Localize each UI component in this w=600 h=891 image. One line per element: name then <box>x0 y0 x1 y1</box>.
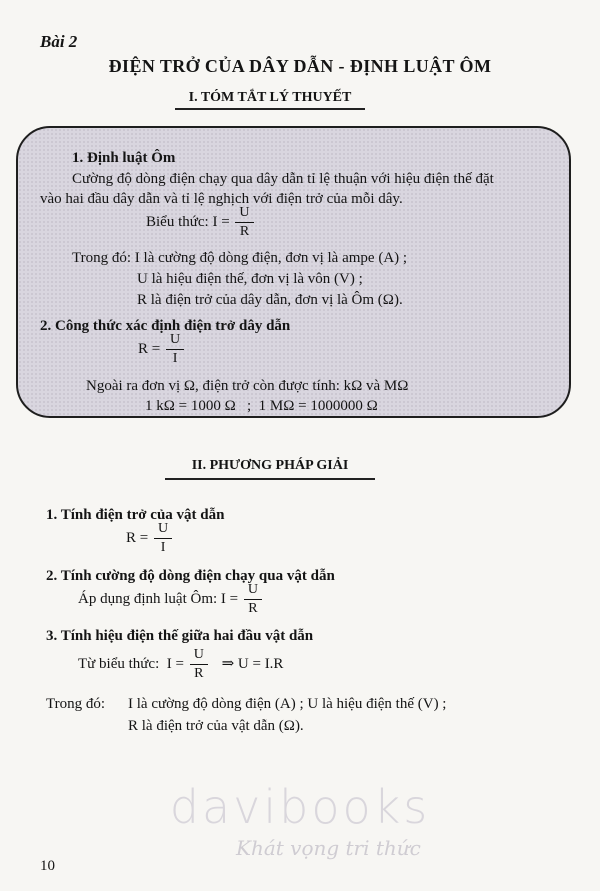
fraction-numerator: U <box>235 206 253 223</box>
resistance-units-text: Ngoài ra đơn vị Ω, điện trở còn được tính: kΩ và MΩ <box>86 378 409 394</box>
method-1-formula <box>126 522 174 555</box>
ohm-law-text-line2: vào hai đầu dây dẫn và tỉ lệ nghịch với điện trở của mỗi dây. <box>40 191 403 207</box>
resistance-formula <box>138 333 186 366</box>
fraction-denominator: I <box>160 540 166 555</box>
method-definition-line2: R là điện trở của vật dẫn (Ω). <box>128 718 304 734</box>
fraction-u-over-r <box>244 583 262 616</box>
method-1-title: 1. Tính điện trở của vật dẫn <box>46 507 225 523</box>
fraction-denominator: R <box>194 666 204 681</box>
fraction-u-over-r <box>190 648 208 681</box>
definition-current: Trong đó: I là cường độ dòng điện, đơn vị là ampe (A) ; <box>72 250 408 266</box>
section-heading-rule <box>175 108 365 110</box>
ohm-law-text-line1: Cường độ dòng điện chạy qua dây dẫn tỉ lệ thuận với hiệu điện thế đặt <box>72 171 494 187</box>
formula-prefix: R = <box>126 529 149 546</box>
fraction-numerator: U <box>154 522 172 539</box>
formula-prefix: Biểu thức: I = <box>146 213 230 230</box>
fraction-denominator: R <box>248 601 258 616</box>
section-heading-theory-text: I. TÓM TẮT LÝ THUYẾT <box>188 90 352 105</box>
formula-result: ⇒ U = I.R <box>221 655 284 672</box>
fraction-denominator: I <box>172 351 178 366</box>
resistance-formula-title: 2. Công thức xác định điện trở dây dẫn <box>40 318 291 334</box>
formula-prefix: Áp dụng định luật Ôm: I = <box>78 590 239 607</box>
section-heading-method <box>165 458 375 480</box>
definition-resistance: R là điện trở của dây dẫn, đơn vị là Ôm (Ω). <box>137 292 403 308</box>
method-3-formula <box>78 648 283 681</box>
fraction-u-over-i <box>154 522 172 555</box>
ohm-law-formula <box>146 206 256 239</box>
section-heading-theory <box>175 90 365 110</box>
method-where-label: Trong đó: <box>46 696 106 712</box>
method-2-title: 2. Tính cường độ dòng điện chạy qua vật dẫn <box>46 568 335 584</box>
method-3-title: 3. Tính hiệu điện thế giữa hai đầu vật dẫn <box>46 628 314 644</box>
fraction-numerator: U <box>244 583 262 600</box>
section-heading-method-text: II. PHƯƠNG PHÁP GIẢI <box>191 458 349 473</box>
formula-prefix: R = <box>138 340 161 357</box>
resistance-unit-conversions: 1 kΩ = 1000 Ω ; 1 MΩ = 1000000 Ω <box>145 398 378 414</box>
formula-prefix: Từ biểu thức: I = <box>78 655 184 672</box>
ohm-law-title: 1. Định luật Ôm <box>72 150 176 166</box>
lesson-label: Bài 2 <box>40 32 78 51</box>
page-number: 10 <box>40 858 55 874</box>
watermark-slogan: Khát vọng tri thức <box>236 836 421 860</box>
fraction-u-over-r <box>235 206 253 239</box>
page-title: ĐIỆN TRỞ CỦA DÂY DẪN - ĐỊNH LUẬT ÔM <box>108 56 492 76</box>
fraction-numerator: U <box>190 648 208 665</box>
fraction-numerator: U <box>166 333 184 350</box>
fraction-u-over-i <box>166 333 184 366</box>
definition-voltage: U là hiệu điện thế, đơn vị là vôn (V) ; <box>137 271 363 287</box>
method-definition-line1: I là cường độ dòng điện (A) ; U là hiệu điện thế (V) ; <box>128 696 447 712</box>
watermark-brand: davibooks <box>169 780 431 834</box>
method-2-formula <box>78 583 264 616</box>
fraction-denominator: R <box>239 224 250 239</box>
section-heading-rule <box>165 478 375 480</box>
